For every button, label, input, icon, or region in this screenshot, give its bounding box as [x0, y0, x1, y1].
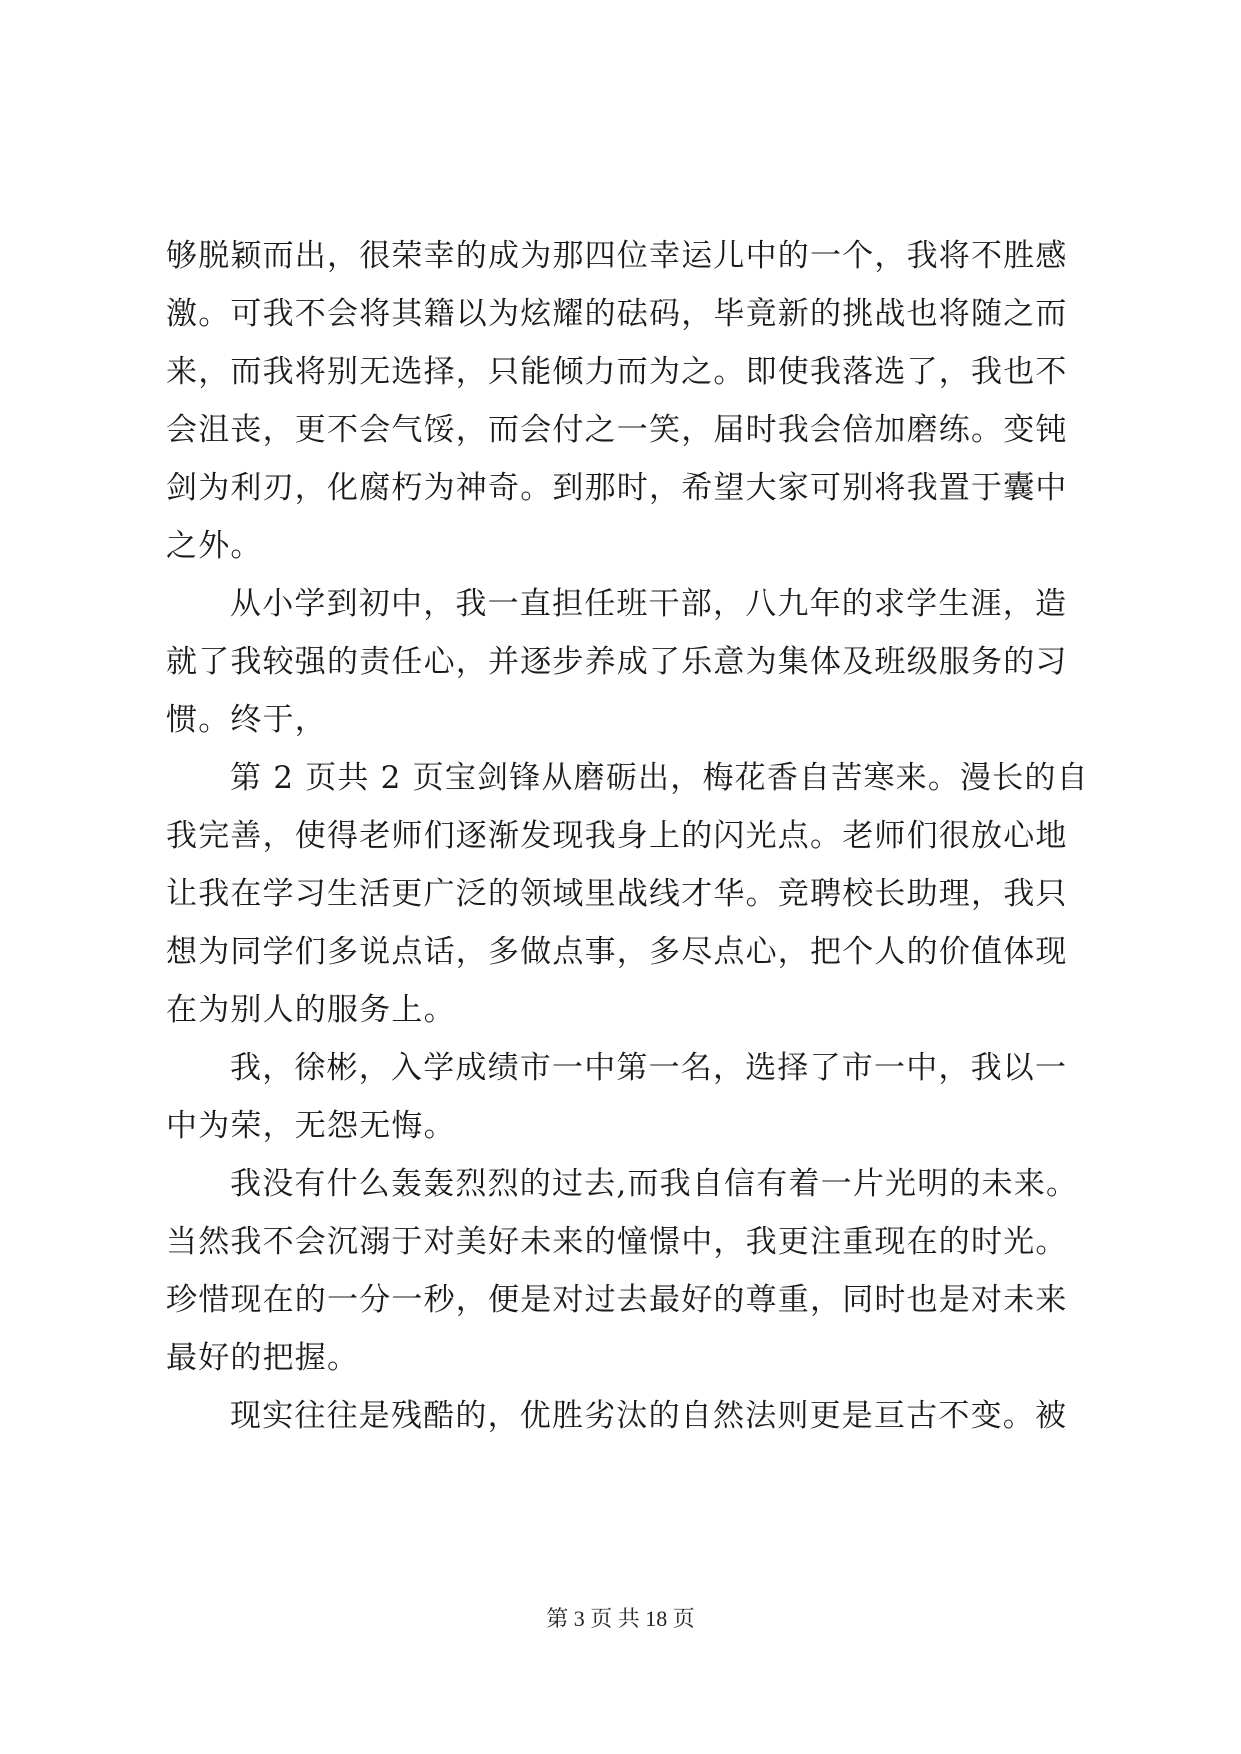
- body-text-line: 来，而我将别无选择，只能倾力而为之。即使我落选了，我也不: [166, 354, 1068, 390]
- body-text-line: 之外。: [166, 528, 263, 564]
- body-text-line: 珍惜现在的一分一秒，便是对过去最好的尊重，同时也是对未来: [166, 1282, 1068, 1318]
- paragraph-first-line: 现实往往是残酷的，优胜劣汰的自然法则更是亘古不变。被: [230, 1398, 1068, 1434]
- body-text-line: 惯。终于，: [166, 702, 327, 738]
- body-text-line: 在为别人的服务上。: [166, 992, 456, 1028]
- paragraph-first-line: 第 2 页共 2 页宝剑锋从磨砺出，梅花香自苦寒来。漫长的自: [230, 760, 1089, 796]
- paragraph-first-line: 我没有什么轰轰烈烈的过去,而我自信有着一片光明的未来。: [230, 1166, 1079, 1202]
- body-text-line: 剑为利刃，化腐朽为神奇。到那时，希望大家可别将我置于囊中: [166, 470, 1068, 506]
- body-text-line: 够脱颖而出，很荣幸的成为那四位幸运儿中的一个，我将不胜感: [166, 238, 1068, 274]
- body-text-line: 中为荣，无怨无悔。: [166, 1108, 456, 1144]
- body-text-line: 想为同学们多说点话，多做点事，多尽点心，把个人的价值体现: [166, 934, 1068, 970]
- body-text-line: 当然我不会沉溺于对美好未来的憧憬中，我更注重现在的时光。: [166, 1224, 1068, 1260]
- paragraph-first-line: 从小学到初中，我一直担任班干部，八九年的求学生涯，造: [230, 586, 1068, 622]
- body-text-line: 让我在学习生活更广泛的领域里战线才华。竞聘校长助理，我只: [166, 876, 1068, 912]
- body-text-line: 激。可我不会将其籍以为炫耀的砝码，毕竟新的挑战也将随之而: [166, 296, 1068, 332]
- page-number-footer: 第 3 页 共 18 页: [546, 1606, 695, 1631]
- body-text-line: 我完善，使得老师们逐渐发现我身上的闪光点。老师们很放心地: [166, 818, 1068, 854]
- body-text-line: 最好的把握。: [166, 1340, 360, 1376]
- paragraph-first-line: 我，徐彬，入学成绩市一中第一名，选择了市一中，我以一: [230, 1050, 1068, 1086]
- body-text-line: 会沮丧，更不会气馁，而会付之一笑，届时我会倍加磨练。变钝: [166, 412, 1068, 448]
- body-text-line: 就了我较强的责任心，并逐步养成了乐意为集体及班级服务的习: [166, 644, 1068, 680]
